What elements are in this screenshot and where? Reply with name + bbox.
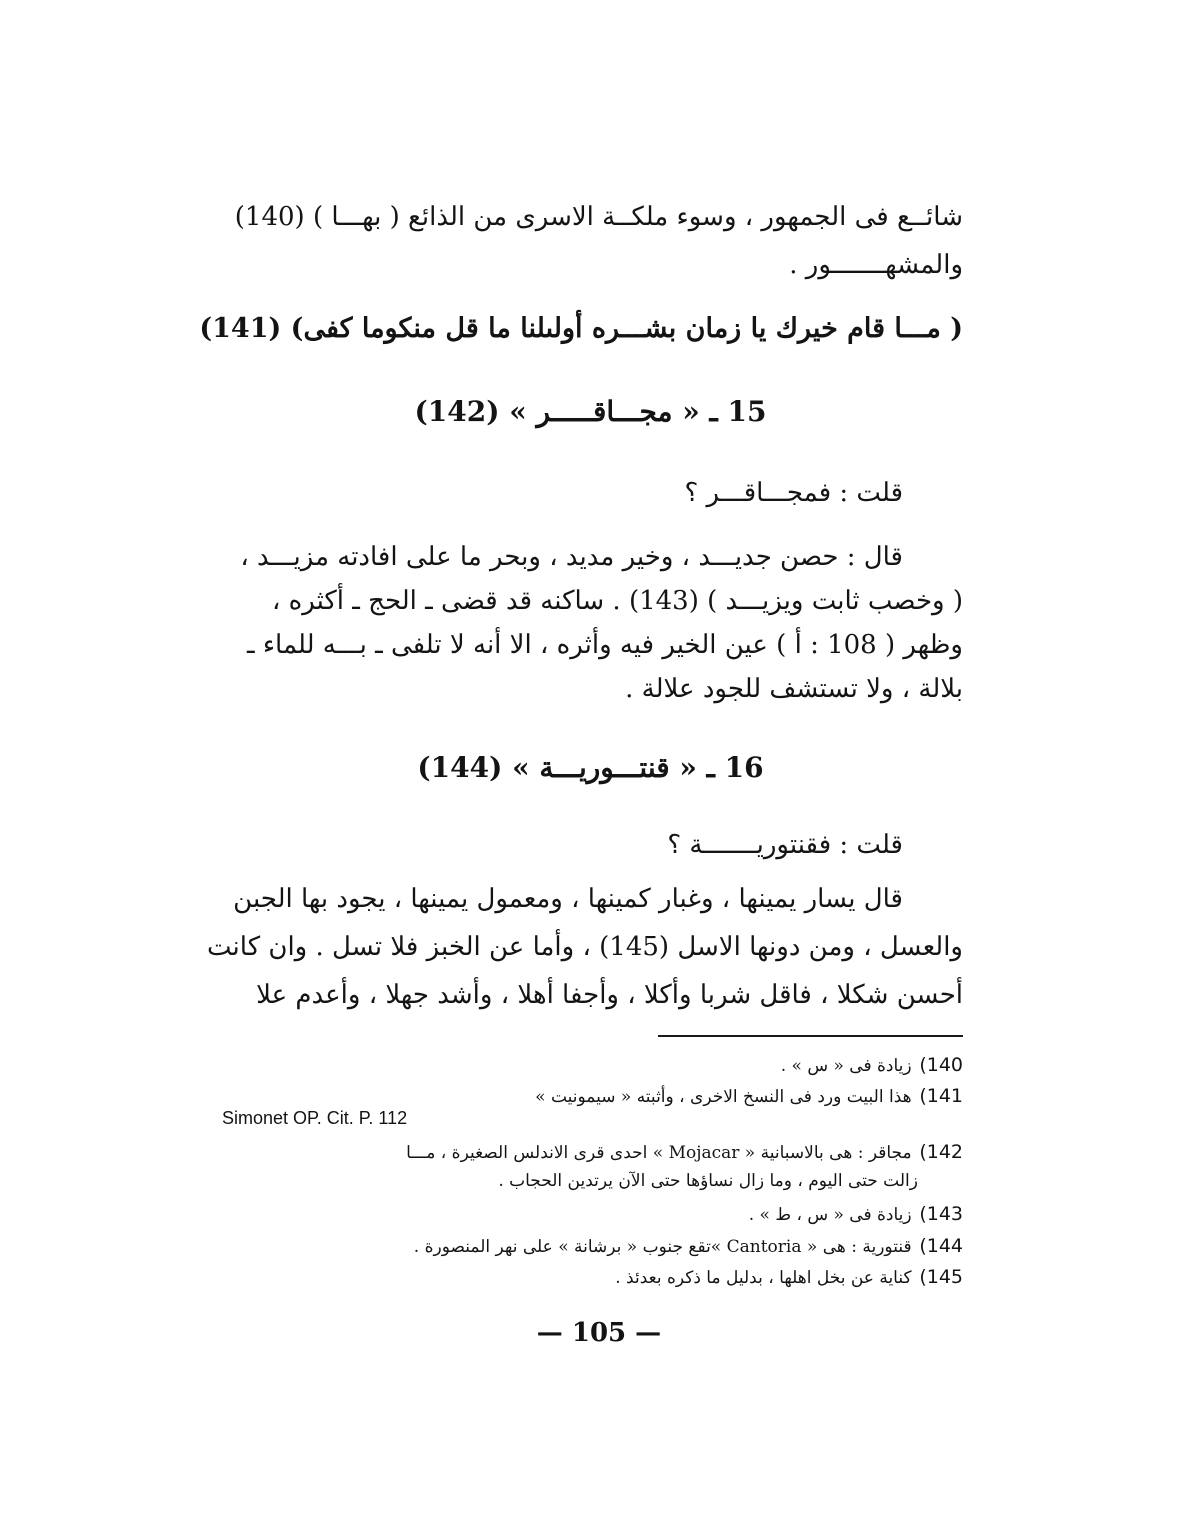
- paragraph-line: والعسل ، ومن دونها الاسل (145) ، وأما عن الخبز فلا تسل . وان كانت: [207, 932, 963, 962]
- footnote-text: زيادة فى « س » .: [780, 1056, 912, 1076]
- footnote-143: [218, 1201, 963, 1227]
- text-line: والمشهـــــــور .: [789, 250, 963, 280]
- question-line: قلت : فمجـــاقـــر ؟: [684, 478, 903, 508]
- footnote-141-citation: Simonet OP. Cit. P. 112: [222, 1108, 408, 1128]
- poem-verse: ( مـــا قام خيرك يا زمان بشـــره أولىلنا ما قل منكوما كفى) (141): [199, 313, 963, 344]
- section-heading-16: 16 ـ « قنتـــوريـــة » (144): [417, 751, 764, 784]
- footnote-text: كناية عن بخل اهلها ، بدليل ما ذكره بعدئذ .: [615, 1268, 912, 1288]
- footnote-text: هذا البيت ورد فى النسخ الاخرى ، وأثبته « سيمونيت »: [535, 1087, 912, 1107]
- paragraph-line: أحسن شكلا ، فاقل شربا وأكلا ، وأجفا أهلا ، وأشد جهلا ، وأعدم علا: [256, 980, 963, 1010]
- footnote-text: زيادة فى « س ، ط » .: [748, 1205, 912, 1225]
- text-line: شائــع فى الجمهور ، وسوء ملكــة الاسرى من الذائع ( بهـــا ) (140): [234, 202, 963, 232]
- footnote-text: قنتورية : هى « Cantoria »تقع جنوب « برشانة » على نهر المنصورة .: [413, 1237, 912, 1257]
- footnote-142-continuation: زالت حتى اليوم ، وما زال نساؤها حتى الآن يرتدين الحجاب .: [498, 1171, 918, 1191]
- footnote-145: [218, 1264, 963, 1290]
- section-heading-15: 15 ـ « مجـــاقـــــر » (142): [414, 395, 767, 428]
- footnote-number: 144): [919, 1235, 963, 1257]
- page-number: — 105 —: [536, 1318, 662, 1348]
- paragraph-line: قال : حصن جديـــد ، وخير مديد ، وبحر ما على افادته مزيـــد ،: [240, 542, 903, 572]
- footnote-number: 142): [919, 1141, 963, 1163]
- footnote-144: [218, 1233, 963, 1259]
- footnote-140: [218, 1052, 963, 1078]
- paragraph-line: بلالة ، ولا تستشف للجود علالة .: [625, 674, 963, 704]
- footnote-number: 140): [919, 1054, 963, 1076]
- footnote-141: [218, 1083, 963, 1109]
- paragraph-line: قال يسار يمينها ، وغبار كمينها ، ومعمول يمينها ، يجود بها الجبن: [233, 884, 903, 914]
- footnote-separator: [658, 1035, 963, 1037]
- question-line: قلت : فقنتوريـــــــة ؟: [667, 830, 903, 860]
- paragraph-line: ( وخصب ثابت ويزيـــد ) (143) . ساكنه قد قضى ـ الحج ـ أكثره ،: [271, 586, 963, 616]
- footnote-number: 145): [919, 1266, 963, 1288]
- footnote-number: 143): [919, 1203, 963, 1225]
- footnote-142: [218, 1139, 963, 1165]
- footnote-text: مجاقر : هى بالاسبانية « Mojacar » احدى قرى الاندلس الصغيرة ، مـــا: [406, 1143, 912, 1163]
- paragraph-line: وظهر ( 108 : أ ) عين الخير فيه وأثره ، الا أنه لا تلفى ـ بـــه للماء ـ: [246, 630, 963, 660]
- footnote-number: 141): [919, 1085, 963, 1107]
